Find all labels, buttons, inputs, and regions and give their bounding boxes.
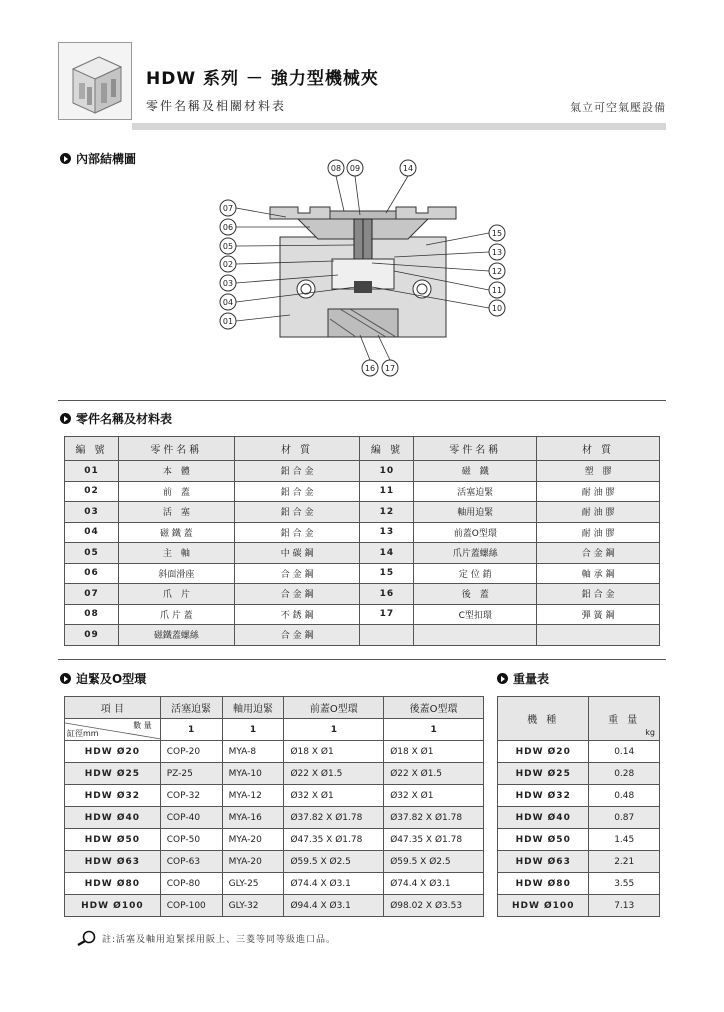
header-divider-bar — [132, 123, 666, 130]
section-structure-title: 內部結構圖 — [60, 150, 136, 167]
part-number-cell: 02 — [65, 481, 119, 502]
callout-02: 02 — [222, 260, 234, 269]
part-number-cell: 16 — [360, 584, 414, 605]
header-cell: 編 號 — [360, 437, 414, 461]
section-divider — [58, 659, 666, 660]
weight-table — [497, 696, 660, 917]
header-cell: 前蓋O型環 — [284, 697, 384, 719]
seal-spec-cell: Ø47.35 X Ø1.78 — [284, 829, 384, 851]
page-subtitle: 零件名稱及相關材料表 — [146, 99, 287, 113]
part-name-cell: 爪 片 蓋 — [118, 604, 234, 625]
callout-06: 06 — [222, 223, 234, 232]
part-name-cell: 本 體 — [118, 461, 234, 482]
table-header-row — [65, 697, 484, 719]
seal-spec-cell: COP-32 — [160, 785, 222, 807]
table-row — [498, 851, 660, 873]
table-row — [498, 895, 660, 917]
material-cell: 耐 油 膠 — [537, 481, 660, 502]
model-cell: HDW Ø20 — [65, 741, 161, 763]
table-row — [65, 895, 484, 917]
header-cell: 軸用迫緊 — [222, 697, 284, 719]
magnifier-icon — [76, 930, 98, 946]
quantity-row — [65, 719, 484, 741]
seal-spec-cell: Ø18 X Ø1 — [384, 741, 484, 763]
callout-14: 14 — [402, 164, 414, 173]
right-jaw — [396, 207, 456, 219]
table-row — [498, 785, 660, 807]
callout-01: 01 — [222, 317, 234, 326]
table-row — [498, 807, 660, 829]
table-row — [65, 785, 484, 807]
table-row — [65, 543, 660, 564]
table-header-row — [498, 697, 660, 741]
seal-spec-cell: Ø98.02 X Ø3.53 — [384, 895, 484, 917]
part-number-cell: 10 — [360, 461, 414, 482]
seal-table — [64, 696, 484, 917]
table-row — [65, 829, 484, 851]
part-name-cell: 磁鐵蓋螺絲 — [118, 625, 234, 646]
seal-spec-cell: Ø74.4 X Ø3.1 — [384, 873, 484, 895]
seal-spec-cell: Ø74.4 X Ø3.1 — [284, 873, 384, 895]
part-name-cell: 爪片蓋螺絲 — [414, 543, 537, 564]
seal-spec-cell: Ø32 X Ø1 — [384, 785, 484, 807]
part-name-cell: 前 蓋 — [118, 481, 234, 502]
table-row — [65, 481, 660, 502]
callout-05: 05 — [222, 242, 234, 251]
seal-spec-cell: Ø59.5 X Ø2.5 — [384, 851, 484, 873]
header-cell: 項 目 — [65, 697, 161, 719]
part-number-cell: 13 — [360, 522, 414, 543]
model-cell: HDW Ø40 — [498, 807, 589, 829]
model-cell: HDW Ø63 — [65, 851, 161, 873]
callout-17: 17 — [384, 364, 396, 373]
footnote: 註:活塞及軸用迫緊採用阪上、三菱等同等級進口品。 — [76, 930, 336, 946]
model-cell: HDW Ø25 — [65, 763, 161, 785]
model-cell: HDW Ø100 — [65, 895, 161, 917]
model-cell: HDW Ø50 — [65, 829, 161, 851]
model-cell: HDW Ø20 — [498, 741, 589, 763]
header-cell: 機 種 — [498, 697, 589, 741]
callout-16: 16 — [364, 364, 376, 373]
table-row — [65, 563, 660, 584]
part-number-cell: 06 — [65, 563, 119, 584]
part-name-cell: 定 位 銷 — [414, 563, 537, 584]
table-row — [65, 873, 484, 895]
internal-structure-diagram — [210, 155, 520, 380]
weight-cell: 0.28 — [589, 763, 660, 785]
unit-label: kg — [645, 728, 655, 737]
qty-bore-cell — [65, 719, 161, 741]
part-number-cell: 11 — [360, 481, 414, 502]
slide-right — [366, 219, 428, 239]
material-cell: 軸 承 鋼 — [537, 563, 660, 584]
material-cell: 耐 油 膠 — [537, 502, 660, 523]
material-cell: 塑 膠 — [537, 461, 660, 482]
play-circle-icon — [60, 153, 71, 164]
seal-spec-cell: Ø22 X Ø1.5 — [284, 763, 384, 785]
table-row — [65, 584, 660, 605]
seal-spec-cell: Ø37.82 X Ø1.78 — [384, 807, 484, 829]
part-number-cell: 04 — [65, 522, 119, 543]
header-cell: 重 量 kg — [589, 697, 660, 741]
part-name-cell: 活 塞 — [118, 502, 234, 523]
material-cell: 鋁 合 金 — [234, 481, 360, 502]
header-cell: 後蓋O型環 — [384, 697, 484, 719]
part-number-cell: 09 — [65, 625, 119, 646]
parts-material-table — [64, 436, 660, 646]
callout-10: 10 — [491, 304, 503, 313]
weight-cell: 0.87 — [589, 807, 660, 829]
material-cell: 鋁 合 金 — [234, 502, 360, 523]
part-number-cell: 14 — [360, 543, 414, 564]
callout-03: 03 — [222, 279, 234, 288]
table-header-row — [65, 437, 660, 461]
model-cell: HDW Ø80 — [65, 873, 161, 895]
material-cell — [537, 625, 660, 646]
header-cell: 編 號 — [65, 437, 119, 461]
model-cell: HDW Ø63 — [498, 851, 589, 873]
callout-12: 12 — [491, 267, 503, 276]
table-row — [498, 763, 660, 785]
part-number-cell: 05 — [65, 543, 119, 564]
table-row — [65, 741, 484, 763]
model-cell: HDW Ø80 — [498, 873, 589, 895]
seal-spec-cell: MYA-8 — [222, 741, 284, 763]
magnet — [354, 281, 372, 293]
weight-cell: 3.55 — [589, 873, 660, 895]
model-cell: HDW Ø100 — [498, 895, 589, 917]
table-row — [65, 522, 660, 543]
part-number-cell: 17 — [360, 604, 414, 625]
left-jaw — [270, 207, 330, 219]
seal-spec-cell: MYA-20 — [222, 851, 284, 873]
model-cell: HDW Ø32 — [65, 785, 161, 807]
part-name-cell: 活塞迫緊 — [414, 481, 537, 502]
material-cell: 耐 油 膠 — [537, 522, 660, 543]
table-row — [498, 829, 660, 851]
seal-spec-cell: Ø59.5 X Ø2.5 — [284, 851, 384, 873]
callout-09: 09 — [349, 164, 361, 173]
section-weight-title: 重量表 — [497, 670, 549, 687]
section-divider — [58, 400, 666, 401]
callout-04: 04 — [222, 298, 234, 307]
table-row — [65, 851, 484, 873]
weight-cell: 0.14 — [589, 741, 660, 763]
part-name-cell: 後 蓋 — [414, 584, 537, 605]
qty-cell: 1 — [284, 719, 384, 741]
part-name-cell: 磁 鐵 蓋 — [118, 522, 234, 543]
seal-spec-cell: PZ-25 — [160, 763, 222, 785]
material-cell: 合 金 鋼 — [234, 584, 360, 605]
callout-11: 11 — [491, 286, 503, 295]
material-cell: 鋁 合 金 — [234, 522, 360, 543]
company-name: 氣立可空氣壓設備 — [570, 101, 666, 114]
seal-spec-cell: COP-80 — [160, 873, 222, 895]
seal-spec-cell: GLY-32 — [222, 895, 284, 917]
qty-cell: 1 — [384, 719, 484, 741]
section-seals-title: 迫緊及O型環 — [60, 670, 146, 687]
seal-spec-cell: COP-50 — [160, 829, 222, 851]
seal-spec-cell: Ø32 X Ø1 — [284, 785, 384, 807]
weight-cell: 0.48 — [589, 785, 660, 807]
slide-left — [298, 219, 360, 239]
callout-13: 13 — [491, 248, 503, 257]
callout-15: 15 — [491, 229, 503, 238]
header-cell: 零件名稱 — [414, 437, 537, 461]
material-cell: 中 碳 鋼 — [234, 543, 360, 564]
seal-spec-cell: Ø47.35 X Ø1.78 — [384, 829, 484, 851]
table-row — [65, 604, 660, 625]
callout-08: 08 — [330, 164, 342, 173]
seal-spec-cell: MYA-16 — [222, 807, 284, 829]
material-cell: 合 金 鋼 — [537, 543, 660, 564]
weight-cell: 7.13 — [589, 895, 660, 917]
material-cell: 彈 簧 鋼 — [537, 604, 660, 625]
part-name-cell — [414, 625, 537, 646]
seal-spec-cell: Ø37.82 X Ø1.78 — [284, 807, 384, 829]
material-cell: 合 金 鋼 — [234, 563, 360, 584]
material-cell: 不 銹 鋼 — [234, 604, 360, 625]
part-name-cell: 主 軸 — [118, 543, 234, 564]
table-row — [65, 763, 484, 785]
part-name-cell: 軸用迫緊 — [414, 502, 537, 523]
material-cell: 鋁 合 金 — [234, 461, 360, 482]
bore-label: 缸徑mm — [67, 729, 99, 738]
table-row — [498, 741, 660, 763]
callout-07: 07 — [222, 204, 234, 213]
weight-cell: 2.21 — [589, 851, 660, 873]
model-cell: HDW Ø25 — [498, 763, 589, 785]
product-thumbnail — [58, 42, 132, 120]
part-name-cell: 磁 鐵 — [414, 461, 537, 482]
seal-spec-cell: MYA-12 — [222, 785, 284, 807]
header-cell: 材 質 — [234, 437, 360, 461]
play-circle-icon — [60, 673, 71, 684]
table-row — [65, 502, 660, 523]
part-number-cell: 08 — [65, 604, 119, 625]
seal-spec-cell: COP-20 — [160, 741, 222, 763]
table-row — [65, 807, 484, 829]
seal-spec-cell: Ø22 X Ø1.5 — [384, 763, 484, 785]
seal-spec-cell: MYA-10 — [222, 763, 284, 785]
material-cell: 鋁 合 金 — [537, 584, 660, 605]
section-parts-title: 零件名稱及材料表 — [60, 410, 172, 427]
page-title: HDW 系列 － 強力型機械夾 — [146, 69, 379, 89]
seal-spec-cell: COP-40 — [160, 807, 222, 829]
part-name-cell: 斜面滑座 — [118, 563, 234, 584]
weight-cell: 1.45 — [589, 829, 660, 851]
model-cell: HDW Ø32 — [498, 785, 589, 807]
model-cell: HDW Ø40 — [65, 807, 161, 829]
qty-label: 數 量 — [133, 721, 152, 730]
header-cell: 材 質 — [537, 437, 660, 461]
part-number-cell — [360, 625, 414, 646]
table-row — [65, 461, 660, 482]
gripper-product-image — [59, 43, 133, 121]
material-cell: 合 金 鋼 — [234, 625, 360, 646]
qty-cell: 1 — [160, 719, 222, 741]
table-row — [498, 873, 660, 895]
part-number-cell: 12 — [360, 502, 414, 523]
part-number-cell: 15 — [360, 563, 414, 584]
part-number-cell: 01 — [65, 461, 119, 482]
seal-spec-cell: MYA-20 — [222, 829, 284, 851]
part-number-cell: 07 — [65, 584, 119, 605]
play-circle-icon — [60, 413, 71, 424]
part-number-cell: 03 — [65, 502, 119, 523]
header-cell: 活塞迫緊 — [160, 697, 222, 719]
seal-spec-cell: COP-100 — [160, 895, 222, 917]
play-circle-icon — [497, 673, 508, 684]
part-name-cell: 前蓋O型環 — [414, 522, 537, 543]
seal-spec-cell: COP-63 — [160, 851, 222, 873]
seal-spec-cell: Ø94.4 X Ø3.1 — [284, 895, 384, 917]
table-row — [65, 625, 660, 646]
seal-spec-cell: Ø18 X Ø1 — [284, 741, 384, 763]
part-name-cell: C型扣環 — [414, 604, 537, 625]
seal-spec-cell: GLY-25 — [222, 873, 284, 895]
header-cell: 零件名稱 — [118, 437, 234, 461]
qty-cell: 1 — [222, 719, 284, 741]
part-name-cell: 爪 片 — [118, 584, 234, 605]
model-cell: HDW Ø50 — [498, 829, 589, 851]
